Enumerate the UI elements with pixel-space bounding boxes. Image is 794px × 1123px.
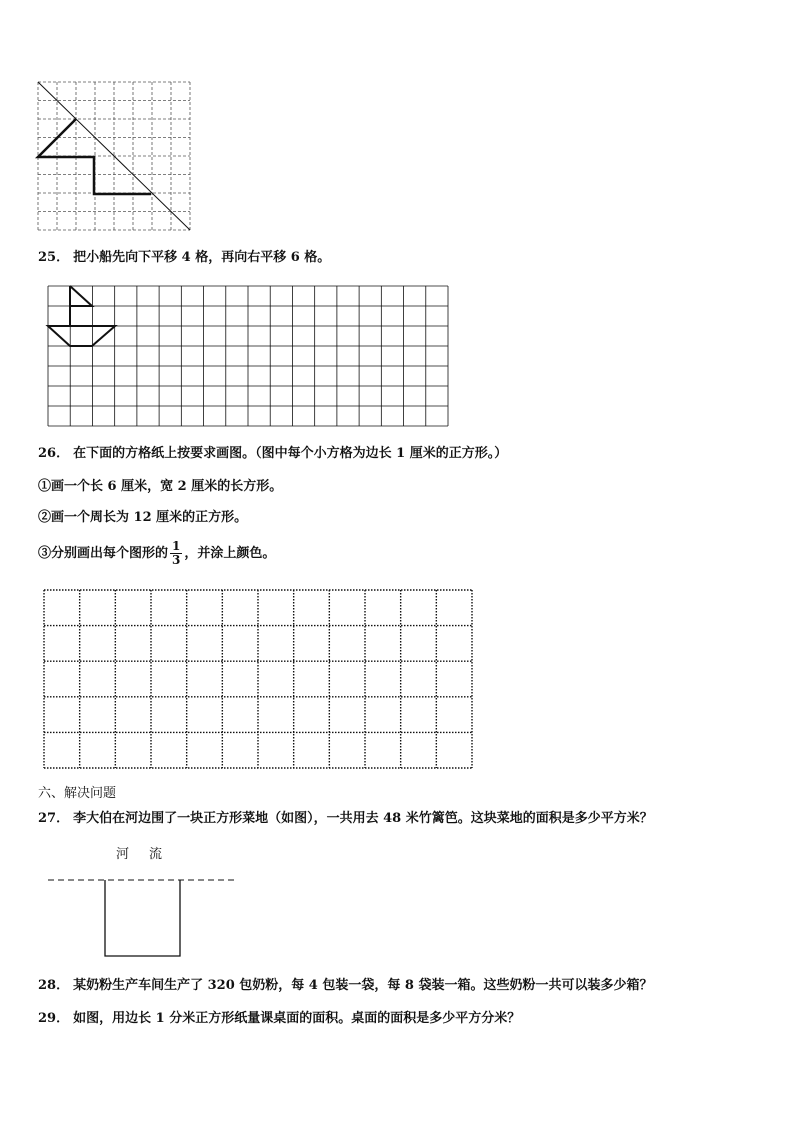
dotted-grid-paper bbox=[44, 590, 474, 770]
boat-hull bbox=[48, 326, 115, 346]
question-28: 28． 某奶粉生产车间生产了 320 包奶粉，每 4 包装一袋，每 8 袋装一箱。这些奶粉一共可以装多少箱？ bbox=[38, 978, 653, 993]
boat-grid-figure bbox=[48, 286, 450, 428]
river-label-2: 流 bbox=[149, 847, 163, 862]
question-27: 27． 李大伯在河边围了一块正方形菜地（如图），一共用去 48 米竹篱笆。这块菜地的面积是多少平方米？ bbox=[38, 811, 653, 826]
vegetable-plot-figure bbox=[48, 878, 238, 958]
boat-sail bbox=[70, 286, 92, 326]
question-26-item-3: ③分别画出每个图形的 $\frac{1}{3}$ ，并涂上颜色。 bbox=[38, 539, 276, 567]
question-26-item-1: ①画一个长 6 厘米，宽 2 厘米的长方形。 bbox=[38, 479, 283, 494]
symmetry-grid-figure bbox=[38, 82, 192, 232]
question-29: 29． 如图，用边长 1 分米正方形纸量课桌面的面积。桌面的面积是多少平方分米？ bbox=[38, 1011, 521, 1026]
question-26-item-2: ②画一个周长为 12 厘米的正方形。 bbox=[38, 510, 248, 525]
river-label-1: 河 bbox=[116, 847, 130, 862]
half-shape bbox=[38, 119, 151, 194]
fraction-one-third: $\frac{1}{3}$ bbox=[172, 539, 181, 567]
section-6-title: 六、解决问题 bbox=[38, 786, 117, 801]
question-26: 26． 在下面的方格纸上按要求画图。（图中每个小方格为边长 1 厘米的正方形。） bbox=[38, 446, 508, 461]
square-plot bbox=[105, 880, 180, 956]
question-25: 25． 把小船先向下平移 4 格，再向右平移 6 格。 bbox=[38, 250, 331, 265]
